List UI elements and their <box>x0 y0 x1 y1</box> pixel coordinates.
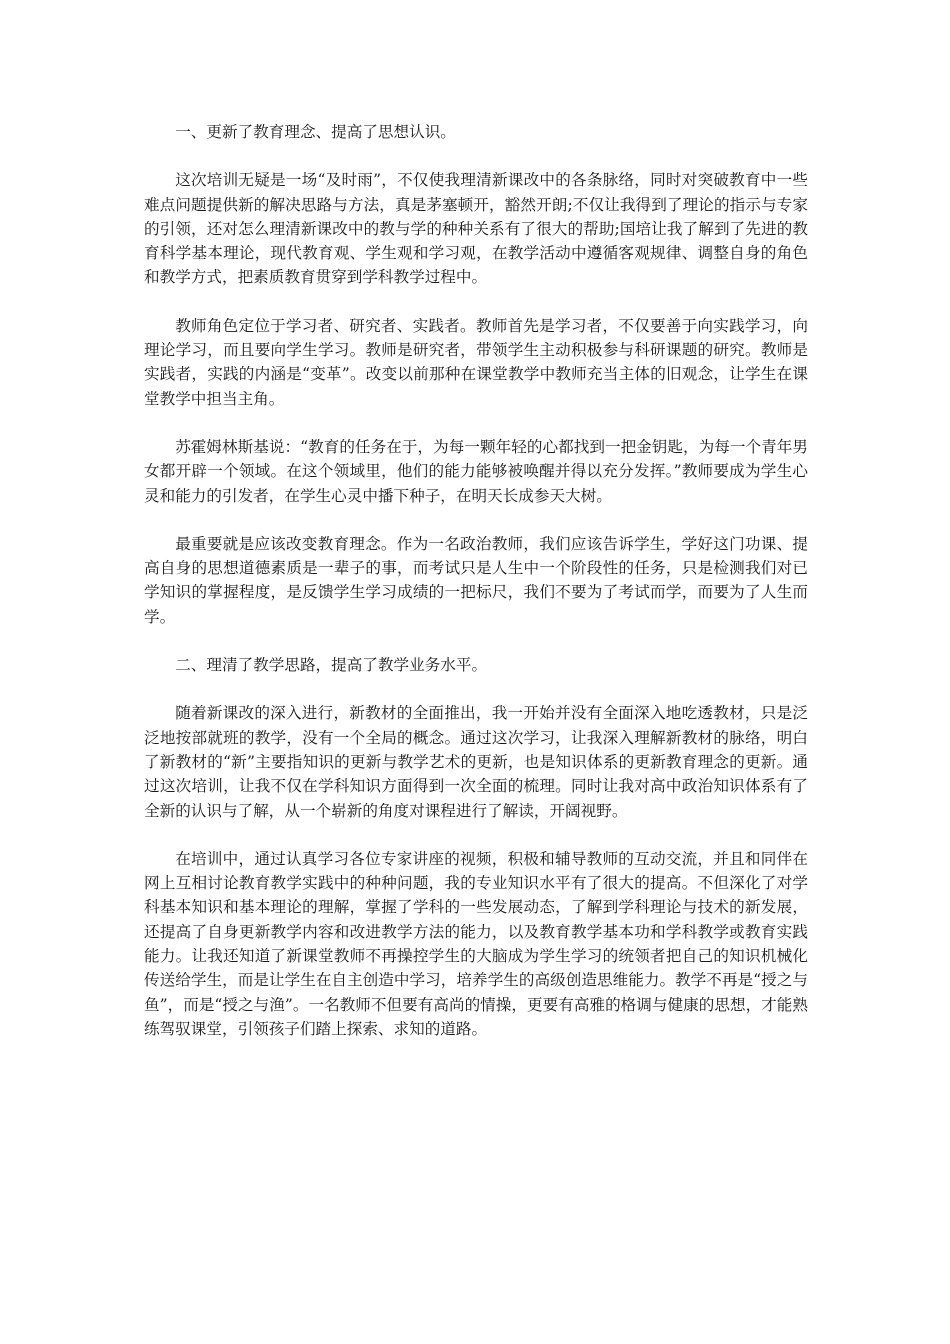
section-heading-1: 一、更新了教育理念、提高了思想认识。 <box>175 123 456 141</box>
paragraph: 在培训中，通过认真学习各位专家讲座的视频，积极和辅导教师的互动交流，并且和同伴在网上互相讨论教育教学实践中的种种问题，我的专业知识水平有了很大的提高。不但深化了对学科基本知识和基本理论的理解，掌握了学科的一些发展动态，了解到学科理论与技术的新发展，还提高了自身更新教学内容和改进教学方法的能力，以及教育教学基本功和学科教学或教育实践能力。让我还知道了新课堂教师不再操控学生的大脑成为学生学习的统领者把自己的知识机械化传送给学生，而是让学生在自主创造中学习，培养学生的高级创造思维能力。教学不再是“授之与鱼”，而是“授之与渔”。一名教师不但要有高尚的情操，更要有高雅的格调与健康的思想，才能熟练驾驭课堂，引领孩子们踏上探索、求知的道路。 <box>144 849 808 1038</box>
paragraph: 最重要就是应该改变教育理念。作为一名政治教师，我们应该告诉学生，学好这门功课、提高自身的思想道德素质是一辈子的事，而考试只是人生中一个阶段性的任务，只是检测我们对已学知识的掌握程度，是反馈学生学习成绩的一把标尺，我们不要为了考试而学，而要为了人生而学。 <box>144 534 808 626</box>
paragraph: 随着新课改的深入进行，新教材的全面推出，我一开始并没有全面深入地吃透教材，只是泛泛地按部就班的教学，没有一个全局的概念。通过这次学习，让我深入理解新教材的脉络，明白了新教材的“新”主要指知识的更新与教学艺术的更新，也是知识体系的更新教育理念的更新。通过这次培训，让我不仅在学科知识方面得到一次全面的梳理。同时让我对高中政治知识体系有了全新的认识与了解，从一个崭新的角度对课程进行了解读，开阔视野。 <box>144 704 808 820</box>
paragraph: 教师角色定位于学习者、研究者、实践者。教师首先是学习者，不仅要善于向实践学习，向理论学习，而且要向学生学习。教师是研究者，带领学生主动积极参与科研课题的研究。教师是实践者，实践的内涵是“变革”。改变以前那种在课堂教学中教师充当主体的旧观念，让学生在课堂教学中担当主角。 <box>144 316 808 408</box>
section-heading-2: 二、理清了教学思路，提高了教学业务水平。 <box>175 656 488 675</box>
paragraph: 苏霍姆林斯基说：“教育的任务在于，为每一颗年轻的心都找到一把金钥匙，为每一个青年男女都开辟一个领域。在这个领域里，他们的能力能够被唤醒并得以充分发挥。”教师要成为学生心灵和能力的引发者，在学生心灵中播下种子，在明天长成参天大树。 <box>144 437 808 505</box>
paragraph: 这次培训无疑是一场“及时雨”，不仅使我理清新课改中的各条脉络，同时对突破教育中一些难点问题提供新的解决思路与方法，真是茅塞顿开，豁然开朗;不仅让我得到了理论的指示与专家的引领，还对怎么理清新课改中的教与学的种种关系有了很大的帮助;国培让我了解到了先进的教育科学基本理论，现代教育观、学生观和学习观，在教学活动中遵循客观规律、调整自身的角色和教学方式，把素质教育贯穿到学科教学过程中。 <box>144 171 808 287</box>
document-page <box>144 120 808 1065</box>
